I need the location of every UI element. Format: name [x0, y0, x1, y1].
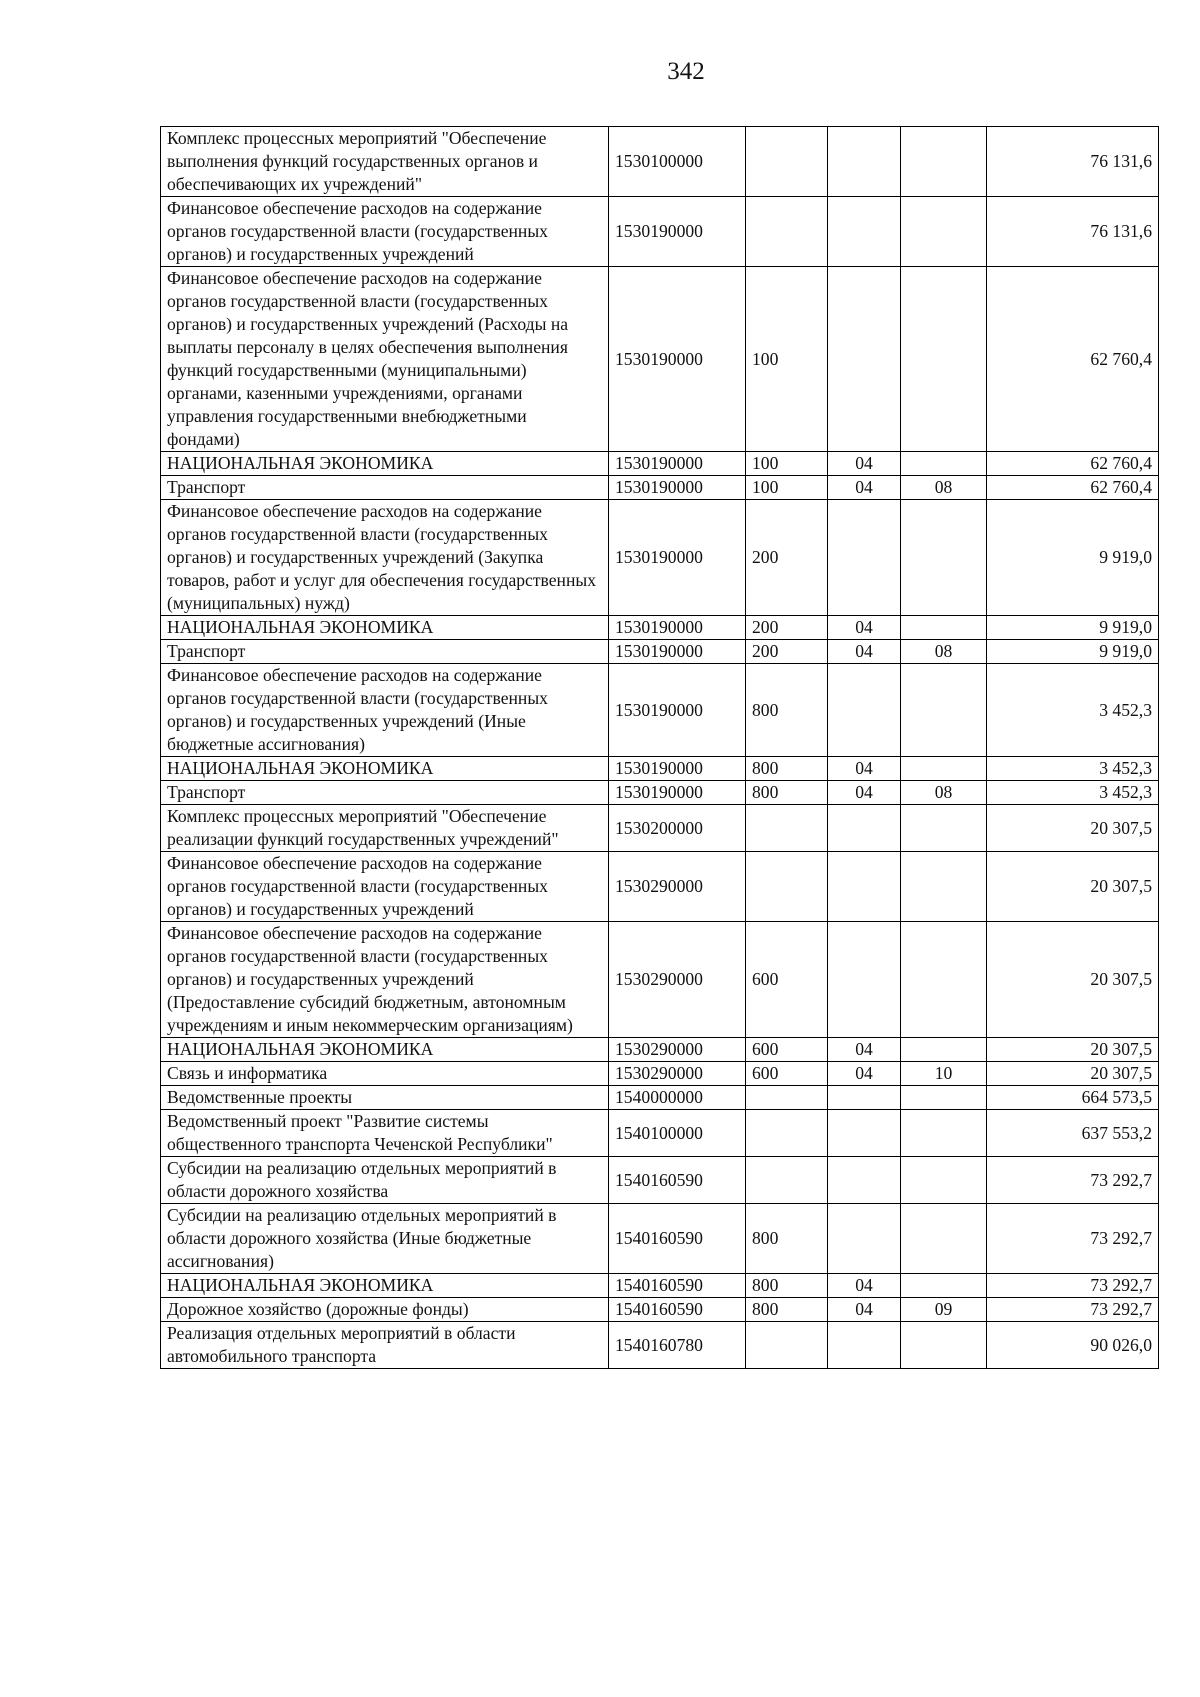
amount-cell: 20 307,5	[987, 852, 1159, 922]
row-name-cell: Комплекс процессных мероприятий "Обеспечение выполнения функций государственных органов и обеспечивающих их учреждений"	[161, 127, 609, 197]
table-row	[161, 781, 1159, 805]
section-code-cell	[828, 922, 901, 1038]
row-name-cell: Транспорт	[161, 640, 609, 664]
subsection-code-cell	[901, 852, 987, 922]
section-code-cell: 04	[828, 1038, 901, 1062]
subsection-code-cell	[901, 616, 987, 640]
subsection-code-cell	[901, 1274, 987, 1298]
row-name-cell: Финансовое обеспечение расходов на содержание органов государственной власти (государственных органов) и государственных учреждений	[161, 197, 609, 267]
amount-cell: 9 919,0	[987, 616, 1159, 640]
subsection-code-cell: 08	[901, 476, 987, 500]
section-code-cell	[828, 197, 901, 267]
table-row	[161, 267, 1159, 452]
expense-type-code-cell: 800	[746, 757, 828, 781]
amount-cell: 62 760,4	[987, 452, 1159, 476]
expense-type-code-cell: 800	[746, 781, 828, 805]
target-article-code-cell: 1540160590	[609, 1274, 746, 1298]
amount-cell: 3 452,3	[987, 664, 1159, 757]
section-code-cell: 04	[828, 781, 901, 805]
row-name-cell: Ведомственный проект "Развитие системы общественного транспорта Чеченской Республики"	[161, 1110, 609, 1157]
table-row	[161, 1062, 1159, 1086]
table-row	[161, 1274, 1159, 1298]
table-row	[161, 197, 1159, 267]
row-name-cell: НАЦИОНАЛЬНАЯ ЭКОНОМИКА	[161, 1274, 609, 1298]
table-row	[161, 476, 1159, 500]
row-name-cell: Транспорт	[161, 476, 609, 500]
amount-cell: 62 760,4	[987, 267, 1159, 452]
expense-type-code-cell: 600	[746, 1038, 828, 1062]
target-article-code-cell: 1540160590	[609, 1204, 746, 1274]
subsection-code-cell	[901, 500, 987, 616]
section-code-cell: 04	[828, 1298, 901, 1322]
section-code-cell	[828, 1086, 901, 1110]
row-name-cell: Комплекс процессных мероприятий "Обеспечение реализации функций государственных учреждений"	[161, 805, 609, 852]
expense-type-code-cell: 200	[746, 500, 828, 616]
amount-cell: 62 760,4	[987, 476, 1159, 500]
subsection-code-cell	[901, 1086, 987, 1110]
row-name-cell: Ведомственные проекты	[161, 1086, 609, 1110]
amount-cell: 73 292,7	[987, 1274, 1159, 1298]
row-name-cell: Связь и информатика	[161, 1062, 609, 1086]
expense-type-code-cell: 200	[746, 616, 828, 640]
target-article-code-cell: 1530290000	[609, 922, 746, 1038]
row-name-cell: Субсидии на реализацию отдельных мероприятий в области дорожного хозяйства	[161, 1157, 609, 1204]
target-article-code-cell: 1530200000	[609, 805, 746, 852]
section-code-cell	[828, 1157, 901, 1204]
amount-cell: 73 292,7	[987, 1157, 1159, 1204]
target-article-code-cell: 1530190000	[609, 757, 746, 781]
expense-type-code-cell	[746, 197, 828, 267]
expense-type-code-cell: 600	[746, 922, 828, 1038]
section-code-cell: 04	[828, 640, 901, 664]
table-row	[161, 1110, 1159, 1157]
expense-type-code-cell: 100	[746, 476, 828, 500]
subsection-code-cell	[901, 1204, 987, 1274]
section-code-cell	[828, 852, 901, 922]
target-article-code-cell: 1540160590	[609, 1298, 746, 1322]
section-code-cell	[828, 805, 901, 852]
section-code-cell	[828, 1110, 901, 1157]
subsection-code-cell: 10	[901, 1062, 987, 1086]
row-name-cell: Финансовое обеспечение расходов на содержание органов государственной власти (государственных органов) и государственных учреждений	[161, 852, 609, 922]
table-row	[161, 640, 1159, 664]
section-code-cell: 04	[828, 616, 901, 640]
table-row	[161, 616, 1159, 640]
expense-type-code-cell: 100	[746, 267, 828, 452]
subsection-code-cell	[901, 127, 987, 197]
subsection-code-cell	[901, 197, 987, 267]
amount-cell: 20 307,5	[987, 1038, 1159, 1062]
expense-type-code-cell: 800	[746, 664, 828, 757]
table-row	[161, 1204, 1159, 1274]
section-code-cell: 04	[828, 1274, 901, 1298]
table-row	[161, 922, 1159, 1038]
section-code-cell: 04	[828, 476, 901, 500]
expense-type-code-cell	[746, 1086, 828, 1110]
amount-cell: 9 919,0	[987, 640, 1159, 664]
target-article-code-cell: 1540100000	[609, 1110, 746, 1157]
section-code-cell	[828, 500, 901, 616]
target-article-code-cell: 1530290000	[609, 1062, 746, 1086]
table-row	[161, 1322, 1159, 1369]
expense-type-code-cell: 800	[746, 1274, 828, 1298]
row-name-cell: НАЦИОНАЛЬНАЯ ЭКОНОМИКА	[161, 452, 609, 476]
row-name-cell: НАЦИОНАЛЬНАЯ ЭКОНОМИКА	[161, 1038, 609, 1062]
target-article-code-cell: 1540000000	[609, 1086, 746, 1110]
table-row	[161, 1086, 1159, 1110]
subsection-code-cell	[901, 1157, 987, 1204]
amount-cell: 73 292,7	[987, 1298, 1159, 1322]
row-name-cell: Реализация отдельных мероприятий в области автомобильного транспорта	[161, 1322, 609, 1369]
table-row	[161, 664, 1159, 757]
row-name-cell: Финансовое обеспечение расходов на содержание органов государственной власти (государственных органов) и государственных учреждений (Предоставление субсидий бюджетным, автономным учреждениям и иным некоммерческим организациям)	[161, 922, 609, 1038]
expense-type-code-cell	[746, 1322, 828, 1369]
amount-cell: 3 452,3	[987, 781, 1159, 805]
table-row	[161, 805, 1159, 852]
expense-type-code-cell: 800	[746, 1298, 828, 1322]
subsection-code-cell	[901, 922, 987, 1038]
target-article-code-cell: 1530100000	[609, 127, 746, 197]
subsection-code-cell	[901, 1322, 987, 1369]
subsection-code-cell	[901, 805, 987, 852]
section-code-cell	[828, 127, 901, 197]
row-name-cell: Финансовое обеспечение расходов на содержание органов государственной власти (государственных органов) и государственных учреждений (Закупка товаров, работ и услуг для обеспечения государственных (муниципальных) нужд)	[161, 500, 609, 616]
target-article-code-cell: 1530190000	[609, 452, 746, 476]
subsection-code-cell	[901, 452, 987, 476]
expense-type-code-cell	[746, 127, 828, 197]
subsection-code-cell	[901, 664, 987, 757]
expense-type-code-cell: 100	[746, 452, 828, 476]
row-name-cell: НАЦИОНАЛЬНАЯ ЭКОНОМИКА	[161, 757, 609, 781]
amount-cell: 20 307,5	[987, 922, 1159, 1038]
section-code-cell	[828, 1204, 901, 1274]
amount-cell: 637 553,2	[987, 1110, 1159, 1157]
target-article-code-cell: 1530190000	[609, 267, 746, 452]
table-row	[161, 452, 1159, 476]
row-name-cell: Финансовое обеспечение расходов на содержание органов государственной власти (государственных органов) и государственных учреждений (Расходы на выплаты персоналу в целях обеспечения выполнения функций государственными (муниципальными) органами, казенными учреждениями, органами управления государственными внебюджетными фондами)	[161, 267, 609, 452]
table-row	[161, 757, 1159, 781]
table-row	[161, 127, 1159, 197]
amount-cell: 20 307,5	[987, 1062, 1159, 1086]
subsection-code-cell	[901, 1038, 987, 1062]
amount-cell: 20 307,5	[987, 805, 1159, 852]
expense-type-code-cell: 800	[746, 1204, 828, 1274]
section-code-cell	[828, 1322, 901, 1369]
amount-cell: 76 131,6	[987, 127, 1159, 197]
subsection-code-cell	[901, 267, 987, 452]
section-code-cell	[828, 267, 901, 452]
amount-cell: 90 026,0	[987, 1322, 1159, 1369]
table-row	[161, 1157, 1159, 1204]
subsection-code-cell: 08	[901, 781, 987, 805]
amount-cell: 73 292,7	[987, 1204, 1159, 1274]
expense-type-code-cell	[746, 1157, 828, 1204]
table-row	[161, 500, 1159, 616]
expense-type-code-cell: 200	[746, 640, 828, 664]
target-article-code-cell: 1530190000	[609, 476, 746, 500]
budget-table-body	[161, 127, 1159, 1369]
row-name-cell: Финансовое обеспечение расходов на содержание органов государственной власти (государственных органов) и государственных учреждений (Иные бюджетные ассигнования)	[161, 664, 609, 757]
subsection-code-cell: 09	[901, 1298, 987, 1322]
section-code-cell: 04	[828, 757, 901, 781]
section-code-cell: 04	[828, 452, 901, 476]
amount-cell: 3 452,3	[987, 757, 1159, 781]
section-code-cell: 04	[828, 1062, 901, 1086]
row-name-cell: Транспорт	[161, 781, 609, 805]
amount-cell: 76 131,6	[987, 197, 1159, 267]
target-article-code-cell: 1530190000	[609, 616, 746, 640]
table-row	[161, 1298, 1159, 1322]
target-article-code-cell: 1540160780	[609, 1322, 746, 1369]
target-article-code-cell: 1530190000	[609, 664, 746, 757]
amount-cell: 9 919,0	[987, 500, 1159, 616]
table-row	[161, 1038, 1159, 1062]
subsection-code-cell	[901, 757, 987, 781]
target-article-code-cell: 1530290000	[609, 852, 746, 922]
target-article-code-cell: 1530190000	[609, 500, 746, 616]
page-number: 342	[667, 58, 705, 85]
subsection-code-cell	[901, 1110, 987, 1157]
target-article-code-cell: 1530190000	[609, 197, 746, 267]
expense-type-code-cell	[746, 852, 828, 922]
section-code-cell	[828, 664, 901, 757]
row-name-cell: Дорожное хозяйство (дорожные фонды)	[161, 1298, 609, 1322]
expense-type-code-cell	[746, 805, 828, 852]
target-article-code-cell: 1540160590	[609, 1157, 746, 1204]
budget-table	[160, 126, 1159, 1369]
target-article-code-cell: 1530190000	[609, 640, 746, 664]
amount-cell: 664 573,5	[987, 1086, 1159, 1110]
expense-type-code-cell: 600	[746, 1062, 828, 1086]
target-article-code-cell: 1530190000	[609, 781, 746, 805]
row-name-cell: Субсидии на реализацию отдельных мероприятий в области дорожного хозяйства (Иные бюджетные ассигнования)	[161, 1204, 609, 1274]
target-article-code-cell: 1530290000	[609, 1038, 746, 1062]
table-row	[161, 852, 1159, 922]
expense-type-code-cell	[746, 1110, 828, 1157]
subsection-code-cell: 08	[901, 640, 987, 664]
row-name-cell: НАЦИОНАЛЬНАЯ ЭКОНОМИКА	[161, 616, 609, 640]
